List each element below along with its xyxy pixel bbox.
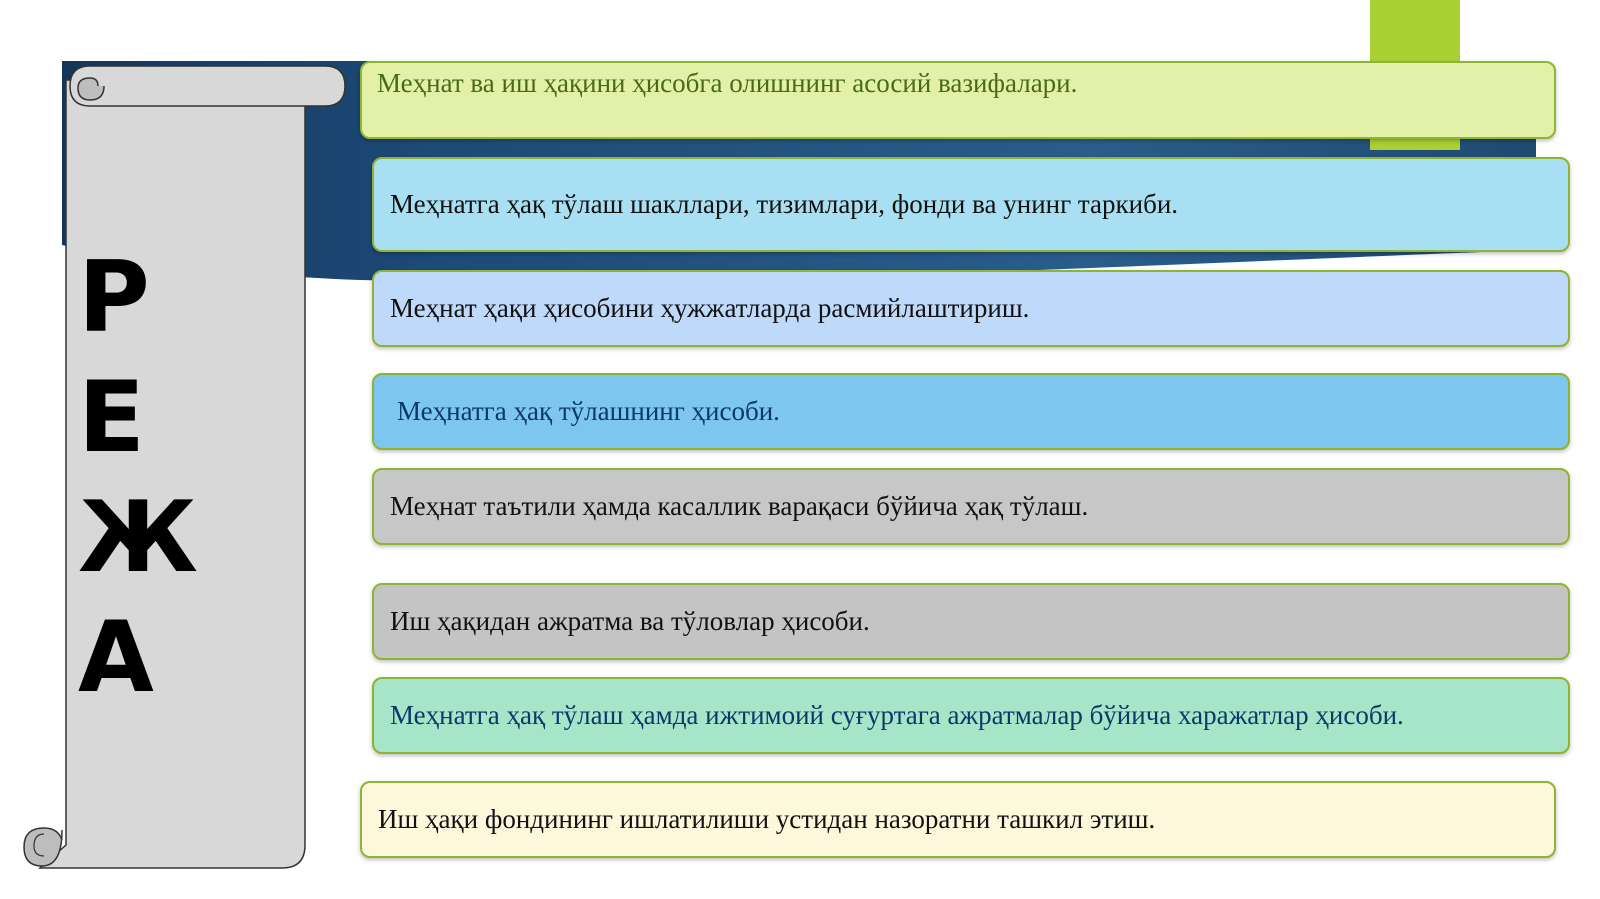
plan-item-2[interactable]: Меҳнатга ҳақ тўлаш шакллари, тизимлари, фонди ва унинг таркиби. [372, 157, 1570, 252]
title-letter: Е [78, 361, 145, 475]
title-letter: Р [78, 241, 150, 355]
title-letter: А [78, 601, 154, 715]
plan-item-7[interactable]: Меҳнатга ҳақ тўлаш ҳамда ижтимоий суғуртага ажратмалар бўйича харажатлар ҳисоби. [372, 677, 1570, 754]
plan-item-3[interactable]: Меҳнат ҳақи ҳисобини ҳужжатларда расмийлаштириш. [372, 270, 1570, 347]
plan-item-1[interactable]: Меҳнат ва иш ҳақини ҳисобга олишнинг асосий вазифалари. [360, 61, 1556, 139]
plan-item-5[interactable]: Меҳнат таътили ҳамда касаллик варақаси бўйича ҳақ тўлаш. [372, 468, 1570, 545]
plan-item-8[interactable]: Иш ҳақи фондининг ишлатилиши устидан назоратни ташкил этиш. [360, 781, 1556, 858]
plan-title-vertical [78, 238, 198, 718]
title-letter: Ж [78, 481, 198, 595]
plan-item-6[interactable]: Иш ҳақидан ажратма ва тўловлар ҳисоби. [372, 583, 1570, 660]
plan-item-4[interactable]: Меҳнатга ҳақ тўлашнинг ҳисоби. [372, 373, 1570, 450]
